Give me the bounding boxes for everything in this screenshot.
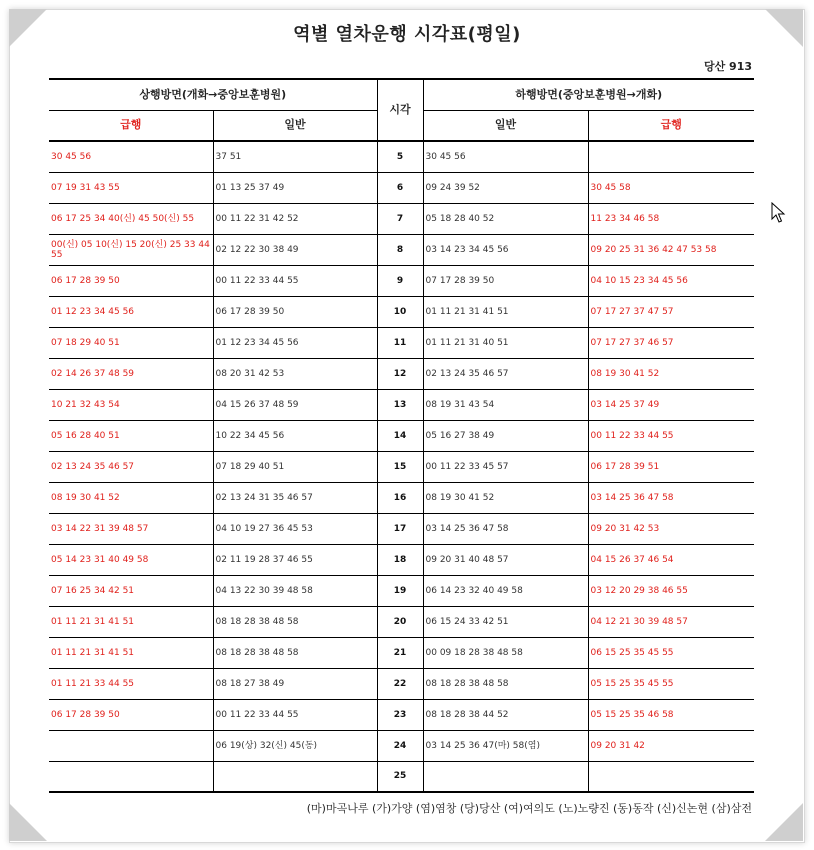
timetable: [49, 78, 754, 793]
down-local-cell: 07 17 28 39 50: [423, 265, 588, 296]
timetable-row: [49, 699, 754, 730]
up-express-cell: [49, 761, 213, 792]
up-local-cell: 04 13 22 30 39 48 58: [213, 575, 377, 606]
hour-cell: 24: [377, 730, 423, 761]
up-express-cell: 07 18 29 40 51: [49, 327, 213, 358]
timetable-row: [49, 544, 754, 575]
timetable-row: [49, 513, 754, 544]
hour-cell: 17: [377, 513, 423, 544]
up-express-cell: 06 17 25 34 40(신) 45 50(신) 55: [49, 203, 213, 234]
down-express-cell: 06 17 28 39 51: [588, 451, 754, 482]
up-local-cell: 04 10 19 27 36 45 53: [213, 513, 377, 544]
hour-header: 시각: [377, 79, 423, 141]
down-local-cell: 08 19 31 43 54: [423, 389, 588, 420]
down-express-cell: 03 12 20 29 38 46 55: [588, 575, 754, 606]
up-express-cell: 00(신) 05 10(신) 15 20(신) 25 33 44 55: [49, 234, 213, 265]
down-express-cell: [588, 141, 754, 172]
up-express-cell: [49, 730, 213, 761]
up-express-header: 급행: [49, 110, 213, 141]
hour-cell: 10: [377, 296, 423, 327]
down-local-cell: 06 14 23 32 40 49 58: [423, 575, 588, 606]
up-express-cell: 01 11 21 31 41 51: [49, 637, 213, 668]
down-express-cell: 08 19 30 41 52: [588, 358, 754, 389]
down-local-cell: 06 15 24 33 42 51: [423, 606, 588, 637]
up-local-cell: 37 51: [213, 141, 377, 172]
down-local-cell: 09 24 39 52: [423, 172, 588, 203]
up-local-cell: 06 19(상) 32(신) 45(동): [213, 730, 377, 761]
hour-cell: 11: [377, 327, 423, 358]
down-local-cell: 01 11 21 31 40 51: [423, 327, 588, 358]
timetable-row: [49, 327, 754, 358]
up-local-cell: 00 11 22 33 44 55: [213, 265, 377, 296]
station-abbreviation-legend: (마)마곡나루 (가)가양 (염)염창 (당)당산 (여)여의도 (노)노량진 (동)동작 (신)신논현 (삼)삼전: [306, 802, 752, 815]
up-express-cell: 06 17 28 39 50: [49, 265, 213, 296]
up-express-cell: 05 14 23 31 40 49 58: [49, 544, 213, 575]
timetable-row: [49, 451, 754, 482]
down-local-cell: 01 11 21 31 41 51: [423, 296, 588, 327]
station-label: 당산 913: [703, 60, 752, 73]
mouse-pointer-icon: [771, 202, 787, 224]
down-express-cell: 03 14 25 37 49: [588, 389, 754, 420]
hour-cell: 21: [377, 637, 423, 668]
down-express-cell: 06 15 25 35 45 55: [588, 637, 754, 668]
timetable-body: [49, 141, 754, 792]
down-express-cell: 07 17 27 37 46 57: [588, 327, 754, 358]
up-local-cell: 08 18 28 38 48 58: [213, 637, 377, 668]
hour-cell: 9: [377, 265, 423, 296]
timetable-row: [49, 234, 754, 265]
up-express-cell: 01 11 21 31 41 51: [49, 606, 213, 637]
up-local-cell: 02 12 22 30 38 49: [213, 234, 377, 265]
down-express-cell: 05 15 25 35 45 55: [588, 668, 754, 699]
timetable-row: [49, 606, 754, 637]
up-express-cell: 02 13 24 35 46 57: [49, 451, 213, 482]
up-local-cell: 00 11 22 33 44 55: [213, 699, 377, 730]
down-local-cell: 08 18 28 38 44 52: [423, 699, 588, 730]
down-local-cell: 08 19 30 41 52: [423, 482, 588, 513]
down-local-cell: 09 20 31 40 48 57: [423, 544, 588, 575]
down-local-cell: 02 13 24 35 46 57: [423, 358, 588, 389]
down-local-cell: 05 18 28 40 52: [423, 203, 588, 234]
down-express-cell: 04 15 26 37 46 54: [588, 544, 754, 575]
hour-cell: 16: [377, 482, 423, 513]
timetable-row: [49, 203, 754, 234]
page-curl-corner: [765, 803, 803, 841]
down-local-cell: 08 18 28 38 48 58: [423, 668, 588, 699]
timetable-row: [49, 482, 754, 513]
timetable-row: [49, 668, 754, 699]
page-title: 역별 열차운행 시각표(평일): [293, 24, 521, 45]
down-express-cell: 07 17 27 37 47 57: [588, 296, 754, 327]
hour-cell: 25: [377, 761, 423, 792]
hour-cell: 13: [377, 389, 423, 420]
timetable-row: [49, 420, 754, 451]
timetable-row: [49, 389, 754, 420]
up-express-cell: 07 16 25 34 42 51: [49, 575, 213, 606]
down-local-cell: 00 11 22 33 45 57: [423, 451, 588, 482]
timetable-row: [49, 358, 754, 389]
up-local-cell: 08 18 28 38 48 58: [213, 606, 377, 637]
up-local-cell: 08 18 27 38 49: [213, 668, 377, 699]
timetable-row: [49, 172, 754, 203]
hour-cell: 8: [377, 234, 423, 265]
up-local-cell: 00 11 22 31 42 52: [213, 203, 377, 234]
up-local-header: 일반: [213, 110, 377, 141]
up-local-cell: 04 15 26 37 48 59: [213, 389, 377, 420]
down-local-cell: 05 16 27 38 49: [423, 420, 588, 451]
page-curl-corner: [9, 803, 47, 841]
timetable-row: [49, 730, 754, 761]
down-express-cell: 04 10 15 23 34 45 56: [588, 265, 754, 296]
down-express-cell: 00 11 22 33 44 55: [588, 420, 754, 451]
hour-cell: 18: [377, 544, 423, 575]
hour-cell: 15: [377, 451, 423, 482]
timetable-row: [49, 637, 754, 668]
down-express-cell: 05 15 25 35 46 58: [588, 699, 754, 730]
up-local-cell: 01 12 23 34 45 56: [213, 327, 377, 358]
down-local-header: 일반: [423, 110, 588, 141]
up-express-cell: 01 12 23 34 45 56: [49, 296, 213, 327]
down-local-cell: 00 09 18 28 38 48 58: [423, 637, 588, 668]
up-local-cell: 08 20 31 42 53: [213, 358, 377, 389]
up-local-cell: 01 13 25 37 49: [213, 172, 377, 203]
down-express-cell: 03 14 25 36 47 58: [588, 482, 754, 513]
timetable-row: [49, 265, 754, 296]
up-express-cell: 02 14 26 37 48 59: [49, 358, 213, 389]
hour-cell: 23: [377, 699, 423, 730]
up-express-cell: 06 17 28 39 50: [49, 699, 213, 730]
down-local-cell: 03 14 23 34 45 56: [423, 234, 588, 265]
hour-cell: 19: [377, 575, 423, 606]
down-express-cell: 30 45 58: [588, 172, 754, 203]
hour-cell: 12: [377, 358, 423, 389]
hour-cell: 6: [377, 172, 423, 203]
down-express-cell: 09 20 25 31 36 42 47 53 58: [588, 234, 754, 265]
up-local-cell: 02 13 24 31 35 46 57: [213, 482, 377, 513]
up-local-cell: [213, 761, 377, 792]
up-express-cell: 01 11 21 33 44 55: [49, 668, 213, 699]
up-direction-header: 상행방면(개화→중앙보훈병원): [49, 79, 377, 110]
down-express-cell: [588, 761, 754, 792]
hour-cell: 20: [377, 606, 423, 637]
up-express-cell: 03 14 22 31 39 48 57: [49, 513, 213, 544]
hour-cell: 7: [377, 203, 423, 234]
down-local-cell: 03 14 25 36 47(마) 58(염): [423, 730, 588, 761]
down-local-cell: 30 45 56: [423, 141, 588, 172]
up-local-cell: 10 22 34 45 56: [213, 420, 377, 451]
timetable-row: [49, 761, 754, 792]
down-express-cell: 11 23 34 46 58: [588, 203, 754, 234]
down-express-header: 급행: [588, 110, 754, 141]
timetable-row: [49, 296, 754, 327]
down-express-cell: 09 20 31 42: [588, 730, 754, 761]
up-express-cell: 08 19 30 41 52: [49, 482, 213, 513]
hour-cell: 5: [377, 141, 423, 172]
down-direction-header: 하행방면(중앙보훈병원→개화): [423, 79, 754, 110]
timetable-row: [49, 141, 754, 172]
down-express-cell: 09 20 31 42 53: [588, 513, 754, 544]
down-express-cell: 04 12 21 30 39 48 57: [588, 606, 754, 637]
up-local-cell: 06 17 28 39 50: [213, 296, 377, 327]
down-local-cell: 03 14 25 36 47 58: [423, 513, 588, 544]
up-express-cell: 30 45 56: [49, 141, 213, 172]
up-express-cell: 05 16 28 40 51: [49, 420, 213, 451]
up-local-cell: 07 18 29 40 51: [213, 451, 377, 482]
hour-cell: 22: [377, 668, 423, 699]
up-express-cell: 07 19 31 43 55: [49, 172, 213, 203]
down-local-cell: [423, 761, 588, 792]
up-local-cell: 02 11 19 28 37 46 55: [213, 544, 377, 575]
up-express-cell: 10 21 32 43 54: [49, 389, 213, 420]
timetable-row: [49, 575, 754, 606]
hour-cell: 14: [377, 420, 423, 451]
